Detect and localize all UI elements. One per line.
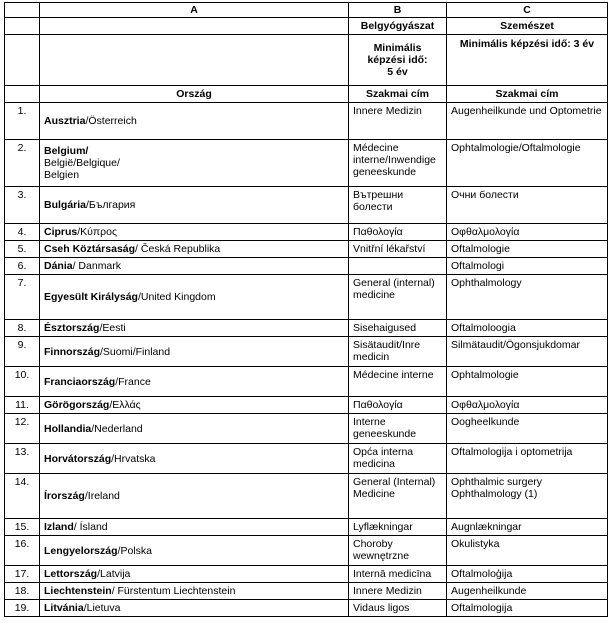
- title-internal-medicine: Opća interna medicina: [349, 444, 447, 474]
- row-number: 18.: [5, 583, 40, 600]
- column-letter-a: A: [40, 3, 349, 18]
- table-row: [5, 444, 608, 474]
- country-name-native: /United Kingdom: [137, 291, 216, 303]
- row-number: 9.: [5, 337, 40, 367]
- country-name-hu: Cseh Köztársaság: [44, 243, 136, 255]
- country-cell: [40, 224, 349, 241]
- country-cell: [40, 258, 349, 275]
- country-name-native: /France: [115, 375, 151, 388]
- title-ophthalmology: Okulistyka: [447, 536, 608, 566]
- row-number: 19.: [5, 600, 40, 617]
- title-ophthalmology: Augnlækningar: [447, 519, 608, 536]
- title-internal-medicine: Internā medicīna: [349, 566, 447, 583]
- title-internal-medicine: [349, 258, 447, 275]
- title-internal-medicine: Παθολογία: [349, 224, 447, 241]
- country-name-hu: Izland: [44, 521, 74, 533]
- country-name-native: /Hrvatska: [111, 452, 156, 465]
- country-name-native: /Latvija: [97, 568, 131, 580]
- column-letter-b: B: [349, 3, 447, 18]
- title-ophthalmology: Oogheelkunde: [447, 414, 608, 444]
- title-internal-medicine: Innere Medizin: [349, 103, 447, 140]
- country-cell: [40, 444, 349, 474]
- row-number: 17.: [5, 566, 40, 583]
- table-row: [5, 600, 608, 617]
- country-name-hu: Horvátország: [44, 452, 112, 465]
- table-row: [5, 337, 608, 367]
- country-cell: [40, 519, 349, 536]
- country-cell: [40, 583, 349, 600]
- title-internal-medicine: Παθολογία: [349, 397, 447, 414]
- title-internal-medicine: Вътрешни болести: [349, 187, 447, 224]
- specialty-ophthalmology: Szemészet: [447, 18, 608, 35]
- country-name-native: /Κύπρος: [77, 226, 118, 238]
- country-name-native: /Suomi/Finland: [100, 345, 171, 358]
- title-internal-medicine: Sisätaudit/Inre medicin: [349, 337, 447, 367]
- title-ophthalmology: Augenheilkunde und Optometrie: [447, 103, 608, 140]
- min-training-b: Minimális képzési idő: 5 év: [349, 35, 447, 86]
- country-name-native: /Eesti: [99, 322, 126, 334]
- title-internal-medicine: Vidaus ligos: [349, 600, 447, 617]
- country-name-native-2: Belgien: [44, 169, 80, 181]
- table-row: [5, 258, 608, 275]
- title-ophthalmology: Ophthalmic surgery Ophthalmology (1): [447, 474, 608, 519]
- country-name-hu: Lettország: [44, 568, 98, 580]
- row-number: 12.: [5, 414, 40, 444]
- title-internal-medicine: Vnitřní lékařství: [349, 241, 447, 258]
- title-ophthalmology: Oftalmologija: [447, 600, 608, 617]
- country-name-native: / Fürstentum Liechtenstein: [111, 585, 236, 597]
- specialty-table: [4, 2, 608, 617]
- column-letter-c: C: [447, 3, 608, 18]
- country-name-hu: Észtország: [44, 322, 100, 334]
- country-name-native: /Polska: [117, 544, 152, 557]
- title-ophthalmology: Oftalmologija i optometrija: [447, 444, 608, 474]
- table-row: [5, 367, 608, 397]
- country-cell: [40, 241, 349, 258]
- row-number: 2.: [5, 140, 40, 187]
- title-internal-medicine: Innere Medizin: [349, 583, 447, 600]
- country-name-hu: Dánia: [44, 260, 73, 272]
- table-row: [5, 320, 608, 337]
- table-row: [5, 397, 608, 414]
- country-name-hu: Litvánia: [44, 602, 84, 614]
- title-internal-medicine: General (Internal) Medicine: [349, 474, 447, 519]
- country-cell: [40, 414, 349, 444]
- title-ophthalmology: Οφθαλμολογία: [447, 397, 608, 414]
- country-cell: [40, 536, 349, 566]
- country-name-hu: Ciprus: [44, 226, 78, 238]
- table-row: [5, 519, 608, 536]
- table-row: [5, 224, 608, 241]
- row-number: 7.: [5, 275, 40, 320]
- country-cell: [40, 275, 349, 320]
- country-name-native: / Česká Republika: [135, 243, 221, 255]
- row-number: 5.: [5, 241, 40, 258]
- country-name-native: / Danmark: [72, 260, 122, 272]
- title-ophthalmology: Oftalmoloģija: [447, 566, 608, 583]
- table-row: [5, 583, 608, 600]
- country-name-hu: Egyesült Királyság: [44, 291, 138, 303]
- country-name-native: België/Belgique/: [44, 157, 120, 169]
- country-cell: [40, 320, 349, 337]
- country-cell: [40, 566, 349, 583]
- title-ophthalmology: Augenheilkunde: [447, 583, 608, 600]
- title-internal-medicine: Médecine interne/Inwendige geneeskunde: [349, 140, 447, 187]
- title-ophthalmology: Ophthalmology: [447, 275, 608, 320]
- country-name-hu: Franciaország: [44, 375, 116, 388]
- title-internal-medicine: Lyflækningar: [349, 519, 447, 536]
- country-name-native: / Ísland: [73, 521, 108, 533]
- table-row: [5, 241, 608, 258]
- country-name-native: /Ireland: [84, 490, 120, 502]
- country-name-hu: Bulgária: [44, 199, 87, 211]
- country-header: Ország: [40, 86, 349, 103]
- title-ophthalmology: Οφθαλμολογία: [447, 224, 608, 241]
- country-name-native: /Österreich: [85, 115, 137, 127]
- title-ophthalmology: Ophtalmologie: [447, 367, 608, 397]
- row-number: 6.: [5, 258, 40, 275]
- country-name-hu: Belgium/: [44, 145, 89, 157]
- row-number: 3.: [5, 187, 40, 224]
- country-cell: [40, 474, 349, 519]
- title-internal-medicine: Médecine interne: [349, 367, 447, 397]
- country-name-hu: Finnország: [44, 345, 101, 358]
- country-cell: [40, 187, 349, 224]
- title-internal-medicine: General (internal) medicine: [349, 275, 447, 320]
- table-row: [5, 103, 608, 140]
- title-ophthalmology: Oftalmoloogia: [447, 320, 608, 337]
- country-name-native: /България: [86, 199, 136, 211]
- country-cell: [40, 367, 349, 397]
- country-name-native: /Lietuva: [83, 602, 121, 614]
- country-cell: [40, 397, 349, 414]
- title-ophthalmology: Ophtalmologie/Oftalmologie: [447, 140, 608, 187]
- row-number: 15.: [5, 519, 40, 536]
- country-name-native: /Ελλάς: [109, 399, 141, 411]
- row-number: 16.: [5, 536, 40, 566]
- row-number: 10.: [5, 367, 40, 397]
- country-name-hu: Lengyelország: [44, 544, 118, 557]
- country-name-hu: Hollandia: [44, 422, 92, 435]
- title-ophthalmology: Oftalmologie: [447, 241, 608, 258]
- table-row: [5, 566, 608, 583]
- table-row: [5, 474, 608, 519]
- country-cell: [40, 337, 349, 367]
- title-internal-medicine: Sisehaigused: [349, 320, 447, 337]
- table-row: [5, 140, 608, 187]
- row-number: 13.: [5, 444, 40, 474]
- row-number: 8.: [5, 320, 40, 337]
- table-row: [5, 187, 608, 224]
- min-training-c: Minimális képzési idő: 3 év: [447, 35, 608, 86]
- specialty-internal-medicine: Belgyógyászat: [349, 18, 447, 35]
- country-name-hu: Írország: [44, 490, 85, 502]
- table-row: [5, 536, 608, 566]
- title-internal-medicine: Choroby wewnętrzne: [349, 536, 447, 566]
- corner-cell: [5, 3, 40, 18]
- country-name-hu: Liechtenstein: [44, 585, 112, 597]
- title-ophthalmology: Очни болести: [447, 187, 608, 224]
- title-ophthalmology: Silmätaudit/Ögonsjukdomar: [447, 337, 608, 367]
- table-row: [5, 275, 608, 320]
- title-internal-medicine: Interne geneeskunde: [349, 414, 447, 444]
- country-name-hu: Görögország: [44, 399, 110, 411]
- table-row: [5, 414, 608, 444]
- country-name-hu: Ausztria: [44, 115, 86, 127]
- country-cell: [40, 103, 349, 140]
- row-number: 11.: [5, 397, 40, 414]
- country-name-native: /Nederland: [91, 422, 143, 435]
- row-number: 1.: [5, 103, 40, 140]
- row-number: 14.: [5, 474, 40, 519]
- title-header-c: Szakmai cím: [447, 86, 608, 103]
- row-number: 4.: [5, 224, 40, 241]
- title-header-b: Szakmai cím: [349, 86, 447, 103]
- country-cell: [40, 600, 349, 617]
- country-cell: [40, 140, 349, 187]
- title-ophthalmology: Oftalmologi: [447, 258, 608, 275]
